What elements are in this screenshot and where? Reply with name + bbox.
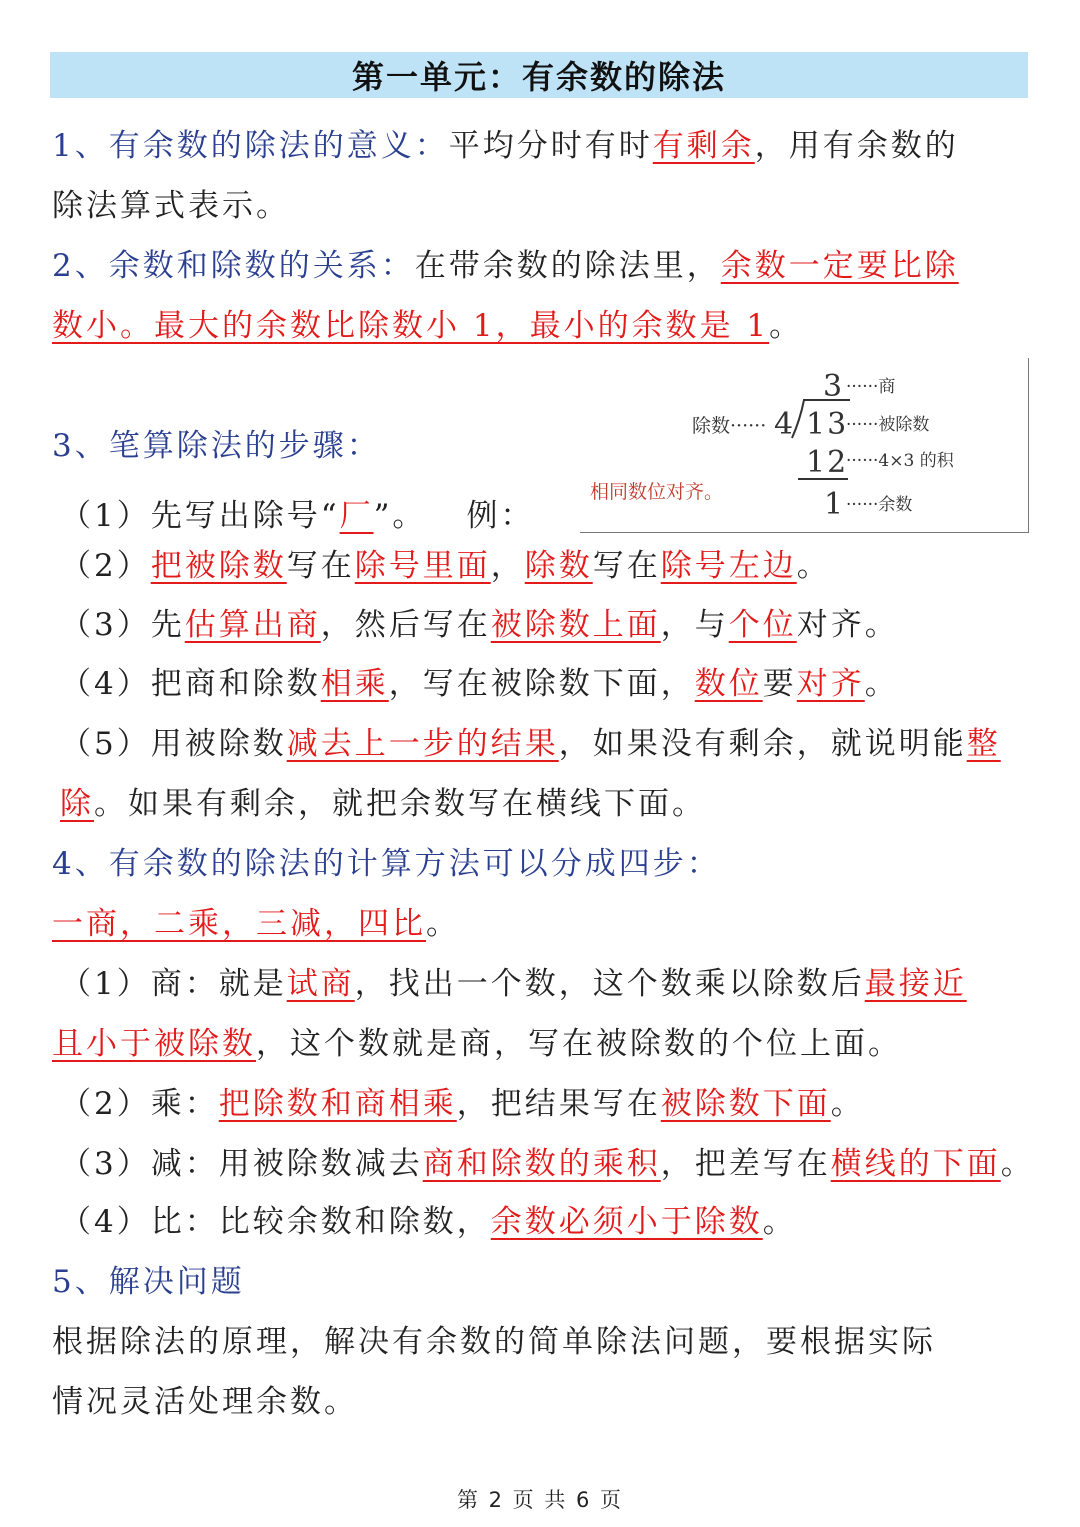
text: ，把结果写在 <box>456 1086 661 1122</box>
text: （3）先 <box>60 607 185 643</box>
text: ，与 <box>660 607 729 643</box>
section-1-line-1 <box>52 126 959 166</box>
key-phrase: 商和除数的乘积 <box>422 1146 661 1182</box>
text: 例： <box>466 498 535 534</box>
text: ， <box>490 548 525 584</box>
key-phrase: 余数一定要比除 <box>720 248 959 284</box>
dividend-digits: 13 <box>806 407 849 442</box>
section-2-heading: 2、余数和除数的关系： <box>52 248 415 284</box>
product-digits: 12 <box>806 445 849 480</box>
key-phrase: 试商 <box>286 966 355 1002</box>
text: 。 <box>762 1204 797 1240</box>
section-4-steps <box>52 904 460 944</box>
key-phrase: 减去上一步的结果 <box>286 726 559 762</box>
section-4-heading-line <box>52 844 721 884</box>
section-4-heading: 4、有余数的除法的计算方法可以分成四步： <box>52 846 721 882</box>
section-5-heading-line <box>52 1262 245 1302</box>
key-phrase: 相乘 <box>320 666 389 702</box>
key-phrase: 对齐 <box>796 666 865 702</box>
key-phrase: 一商，二乘，三减，四比 <box>52 906 426 942</box>
section-5-heading: 5、解决问题 <box>52 1264 245 1300</box>
divisor-digit: 4 <box>774 407 794 442</box>
key-phrase: 数位 <box>694 666 763 702</box>
page-title: 第一单元：有余数的除法 <box>50 52 1028 98</box>
rule-3 <box>60 1144 1035 1184</box>
text: 除法算式表示。 <box>52 188 290 224</box>
step-5 <box>60 714 1026 834</box>
key-phrase: 把除数和商相乘 <box>218 1086 457 1122</box>
key-phrase: 厂 <box>339 498 374 534</box>
step-3 <box>60 605 899 645</box>
text: ，如果没有剩余，就说明能 <box>558 726 967 762</box>
text: 在带余数的除法里， <box>414 248 721 284</box>
text: （5）用被除数 <box>60 726 287 762</box>
key-phrase: 除号里面 <box>354 548 491 584</box>
text: 根据除法的原理，解决有余数的简单除法问题，要根据实际 <box>52 1324 936 1360</box>
section-2-line-1 <box>52 246 959 286</box>
section-2-line-2 <box>52 306 803 346</box>
text: 。 <box>426 906 460 942</box>
step-1 <box>60 496 534 536</box>
text: （1）商：就是 <box>60 966 287 1002</box>
quotient-digit: 3 <box>823 369 843 404</box>
key-phrase: 数小。最大的余数比除数小 1，最小的余数是 1 <box>52 308 770 344</box>
text: ，然后写在 <box>320 607 491 643</box>
text: 要 <box>762 666 797 702</box>
long-division-example <box>580 358 1029 533</box>
text: 平均分时有时 <box>448 128 653 164</box>
section-1-line-2 <box>52 186 290 226</box>
text: 。 <box>769 308 804 344</box>
text: 。 <box>1000 1146 1035 1182</box>
text: 对齐。 <box>796 607 899 643</box>
text: （2） <box>60 548 151 584</box>
key-phrase: 估算出商 <box>184 607 321 643</box>
rule-1-line-1 <box>60 964 967 1004</box>
rule-2 <box>60 1084 865 1124</box>
text: （2）乘： <box>60 1086 219 1122</box>
remainder-label: ······余数 <box>846 495 913 515</box>
key-phrase: 把被除数 <box>150 548 287 584</box>
key-phrase: 余数必须小于除数 <box>490 1204 763 1240</box>
text: 情况灵活处理余数。 <box>52 1384 358 1420</box>
text: 。如果有剩余，就把余数写在横线下面。 <box>94 786 706 822</box>
text: （1）先写出除号“ <box>60 498 340 534</box>
rule-1-line-2 <box>52 1024 902 1064</box>
key-phrase: 最接近 <box>864 966 967 1002</box>
key-phrase: 横线的下面 <box>830 1146 1001 1182</box>
product-label: ······4×3 的积 <box>846 451 954 471</box>
key-phrase: 被除数下面 <box>660 1086 831 1122</box>
text: （4）把商和除数 <box>60 666 321 702</box>
text: 。 <box>796 548 831 584</box>
section-3-heading-line <box>52 426 381 466</box>
text: （4）比：比较余数和除数， <box>60 1204 491 1240</box>
key-phrase: 除数 <box>524 548 593 584</box>
remainder-digit: 1 <box>824 487 844 522</box>
text: 写在 <box>592 548 661 584</box>
text: 。 <box>830 1086 865 1122</box>
key-phrase: 整除 <box>60 726 1001 822</box>
quotient-label: ······商 <box>846 377 896 397</box>
text: ，写在被除数下面， <box>388 666 695 702</box>
key-phrase: 有剩余 <box>652 128 755 164</box>
page-number: 第 2 页 共 6 页 <box>456 1488 624 1512</box>
section-5-line-1 <box>52 1322 936 1362</box>
section-1-heading: 1、有余数的除法的意义： <box>52 128 449 164</box>
section-3-heading: 3、笔算除法的步骤： <box>52 428 381 464</box>
dividend-label: ······被除数 <box>846 415 930 435</box>
divisor-label: 除数······ <box>692 415 767 437</box>
alignment-note: 相同数位对齐。 <box>590 481 724 503</box>
text: ，找出一个数，这个数乘以除数后 <box>354 966 865 1002</box>
text: 写在 <box>286 548 355 584</box>
text: 。 <box>864 666 899 702</box>
text: （3）减：用被除数减去 <box>60 1146 423 1182</box>
step-4 <box>60 664 899 704</box>
key-phrase: 除号左边 <box>660 548 797 584</box>
key-phrase: 被除数上面 <box>490 607 661 643</box>
text: ，用有余数的 <box>754 128 959 164</box>
text: ”。 <box>373 498 427 534</box>
key-phrase: 且小于被除数 <box>52 1026 256 1062</box>
rule-4 <box>60 1202 797 1242</box>
text: ，这个数就是商，写在被除数的个位上面。 <box>256 1026 902 1062</box>
key-phrase: 个位 <box>728 607 797 643</box>
step-2 <box>60 546 831 586</box>
text: ，把差写在 <box>660 1146 831 1182</box>
section-5-line-2 <box>52 1382 358 1422</box>
